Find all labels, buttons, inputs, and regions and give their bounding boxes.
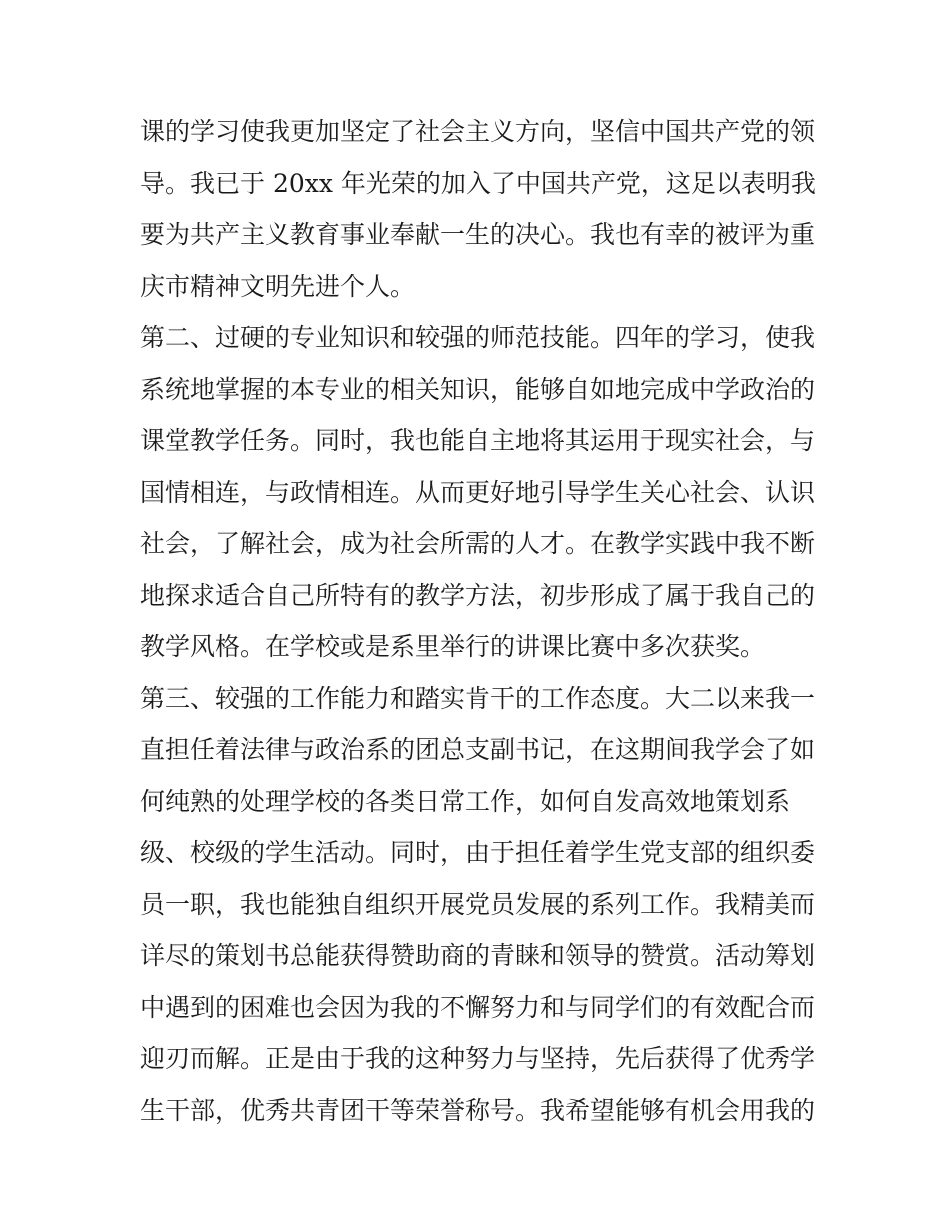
text-line: 课堂教学任务。同时，我也能自主地将其运用于现实社会，与: [140, 426, 816, 455]
text-line: 详尽的策划书总能获得赞助商的青睐和领导的赞赏。活动筹划: [140, 941, 816, 970]
text-line: 中遇到的困难也会因为我的不懈努力和与同学们的有效配合而: [140, 992, 816, 1022]
text-line: 员一职，我也能独自组织开展党员发展的系列工作。我精美而: [140, 889, 816, 919]
body-text: [140, 106, 820, 1136]
text-line: 课的学习使我更加坚定了社会主义方向，坚信中国共产党的领: [140, 117, 816, 146]
text-line: 社会，了解社会，成为社会所需的人才。在教学实践中我不断: [140, 529, 816, 558]
text-line: 系统地掌握的本专业的相关知识，能够自如地完成中学政治的: [140, 374, 816, 404]
text-line: 直担任着法律与政治系的团总支副书记，在这期间我学会了如: [140, 735, 816, 764]
text-line: 何纯熟的处理学校的各类日常工作，如何自发高效地策划系: [140, 786, 791, 816]
text-line: 第三、较强的工作能力和踏实肯干的工作态度。大二以来我一: [140, 683, 816, 713]
text-line: 庆市精神文明先进个人。: [140, 271, 416, 301]
text-line: 迎刃而解。正是由于我的这种努力与坚持，先后获得了优秀学: [140, 1044, 816, 1073]
text-line: 级、校级的学生活动。同时，由于担任着学生党支部的组织委: [140, 838, 816, 867]
text-line: 教学风格。在学校或是系里举行的讲课比赛中多次获奖。: [140, 632, 766, 661]
text-line: 地探求适合自己所特有的教学方法，初步形成了属于我自己的: [140, 580, 816, 610]
text-line: 国情相连，与政情相连。从而更好地引导学生关心社会、认识: [140, 477, 816, 507]
text-line: 导。我已于 20xx 年光荣的加入了中国共产党，这足以表明我: [140, 168, 816, 198]
text-line: 生干部，优秀共青团干等荣誉称号。我希望能够有机会用我的: [140, 1095, 816, 1125]
text-line: 要为共产主义教育事业奉献一生的决心。我也有幸的被评为重: [140, 220, 816, 249]
text-line: 第二、过硬的专业知识和较强的师范技能。四年的学习，使我: [140, 323, 816, 352]
